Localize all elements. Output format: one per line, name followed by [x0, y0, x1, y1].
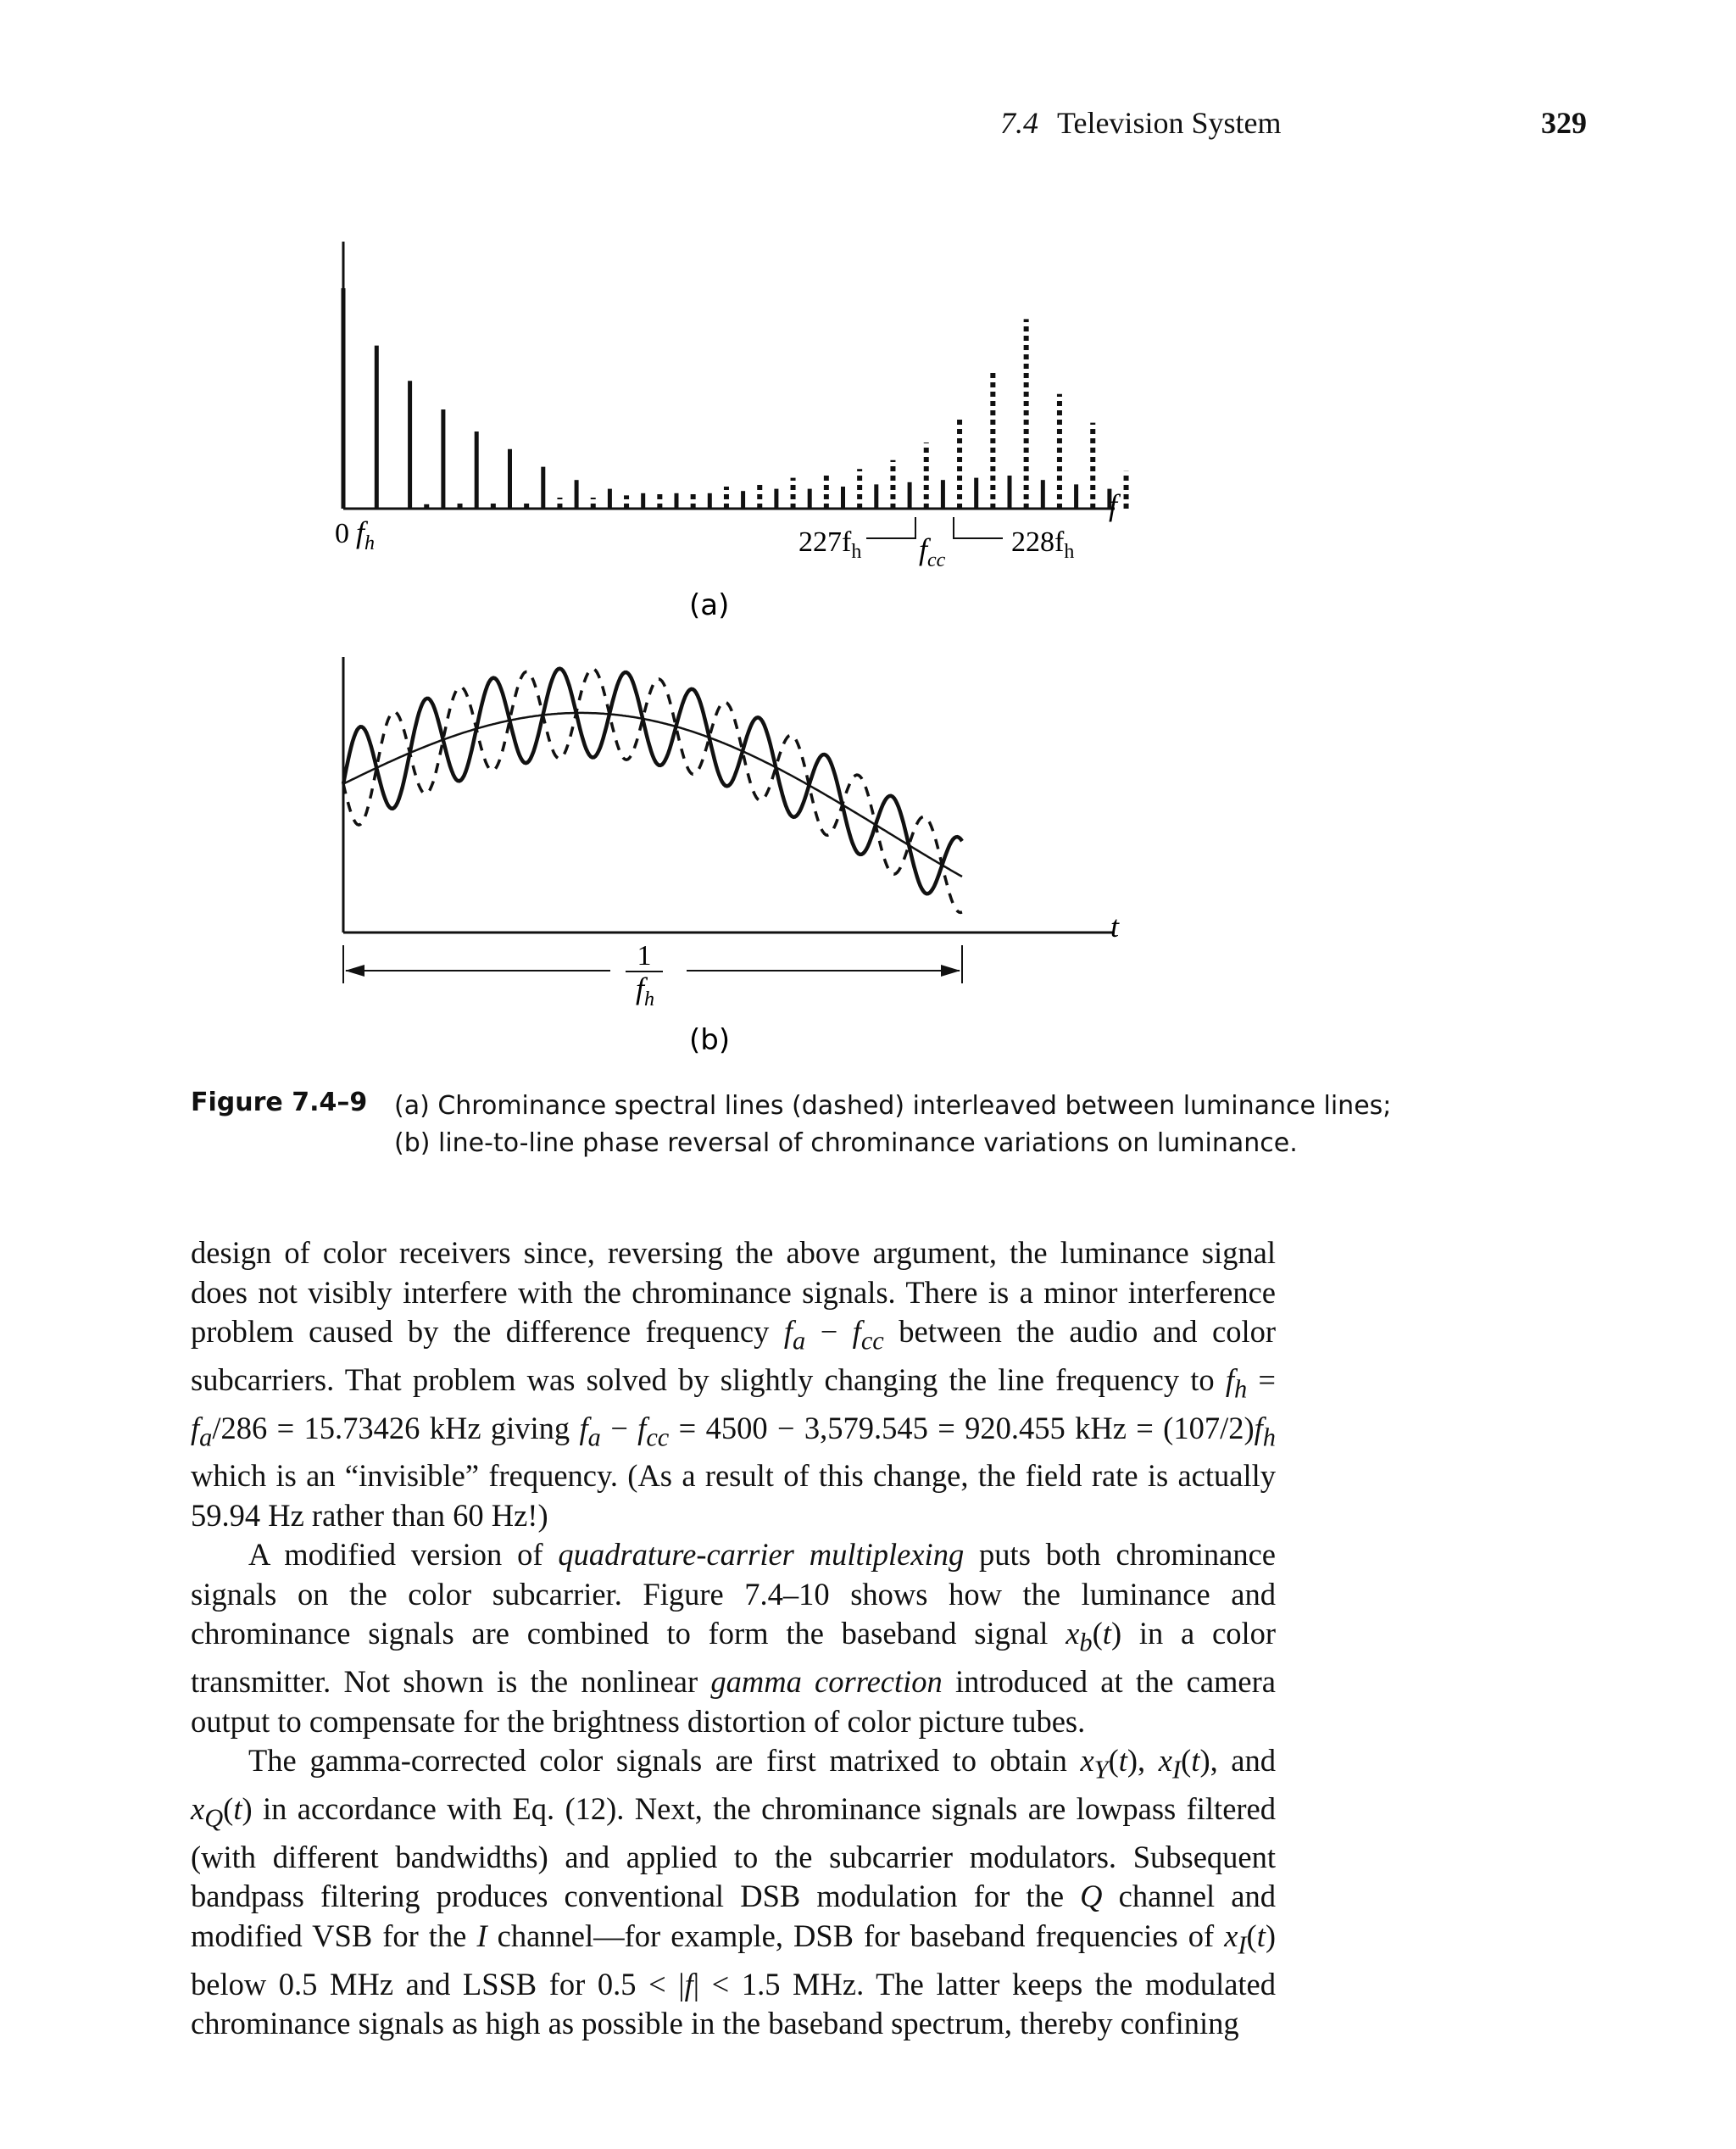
tick-label-fcc: $f_{cc}$ — [919, 532, 946, 571]
panel-a-label: (a) — [689, 588, 730, 622]
fcc-right-bracket — [954, 517, 1003, 538]
tick-label-228fh: $228f_h$ — [1011, 526, 1075, 563]
arrowhead-left — [345, 965, 364, 977]
chrominance-solid-curve — [343, 669, 962, 894]
figure-panel-b — [0, 644, 1736, 1068]
spectrum-diagram — [0, 220, 1736, 627]
figure-panel-a — [0, 220, 1736, 627]
period-denominator: $f_h$ — [636, 972, 655, 1010]
paragraph-2: A modified version of quadrature-carrier multiplexing puts both chrominance signals on the color subcarrier. Figure 7.4–10 shows how the luminance and chrominance signals are combined to form the baseband signal $x_b(t)$ in a color transmitter. Not shown is the nonlinear gamma correction introduced at the camera output to compensate for the brightness distortion of color picture tubes. — [191, 1537, 1276, 1739]
tick-label-fh: $f_h$ — [356, 515, 376, 554]
body-text — [191, 1233, 1276, 2044]
caption-line-1: (a) Chrominance spectral lines (dashed) interleaved between luminance lines; — [394, 1091, 1392, 1121]
period-numerator: 1 — [637, 940, 652, 972]
waveform-diagram — [0, 644, 1736, 1068]
arrowhead-right — [941, 965, 960, 977]
running-head — [1000, 105, 1281, 141]
section-number: 7.4 — [1000, 106, 1038, 140]
panel-b-label: (b) — [689, 1023, 731, 1057]
page-number: 329 — [1541, 106, 1587, 140]
paragraph-1: design of color receivers since, reversing the above argument, the luminance signal does not visibly interfere with the chrominance signals. There is a minor interference problem caused by the difference frequency $f_a - f_{cc}$ between the audio and color subcarriers. That problem was solved by slightly changing the line frequency to $f_h = f_a/286 = 15.73426$ kHz giving $f_a - f_{cc} = 4500 - 3,579.545 = 920.455$ kHz = $(107/2)f_h$ which is an “invisible” frequency. (As a result of this change, the field rate is actually 59.94 Hz rather than 60 Hz!) — [191, 1235, 1276, 1533]
fcc-left-bracket — [866, 517, 915, 538]
tick-label-zero: 0 — [335, 518, 349, 549]
paragraph-3: The gamma-corrected color signals are first matrixed to obtain $x_Y(t)$, $x_I(t)$, and $x_Q(t)$ in accordance with Eq. (12). Next, the chrominance signals are lowpass filtered (with different bandwidths) and applied to the subcarrier modulators. Subsequent bandpass filtering produces conventional DSB modulation for the Q channel and modified VSB for the I channel—for example, DSB for baseband frequencies of $x_I(t)$ below 0.5 MHz and LSSB for 0.5 < |f| < 1.5 MHz. The latter keeps the modulated chrominance signals as high as possible in the baseband spectrum, thereby confining — [191, 1743, 1277, 2041]
figure-caption-text — [394, 1088, 1496, 1162]
axis-label-f: f — [1109, 488, 1118, 522]
chrominance-dashed-curve — [343, 669, 962, 913]
caption-line-2: (b) line-to-line phase reversal of chrominance variations on luminance. — [394, 1128, 1298, 1158]
figure-id: Figure 7.4–9 — [191, 1088, 368, 1117]
tick-label-227fh: $227f_h$ — [798, 526, 862, 563]
axis-label-t: t — [1110, 910, 1120, 944]
chrominance-lines — [426, 319, 1126, 509]
section-title: Television System — [1057, 106, 1282, 140]
